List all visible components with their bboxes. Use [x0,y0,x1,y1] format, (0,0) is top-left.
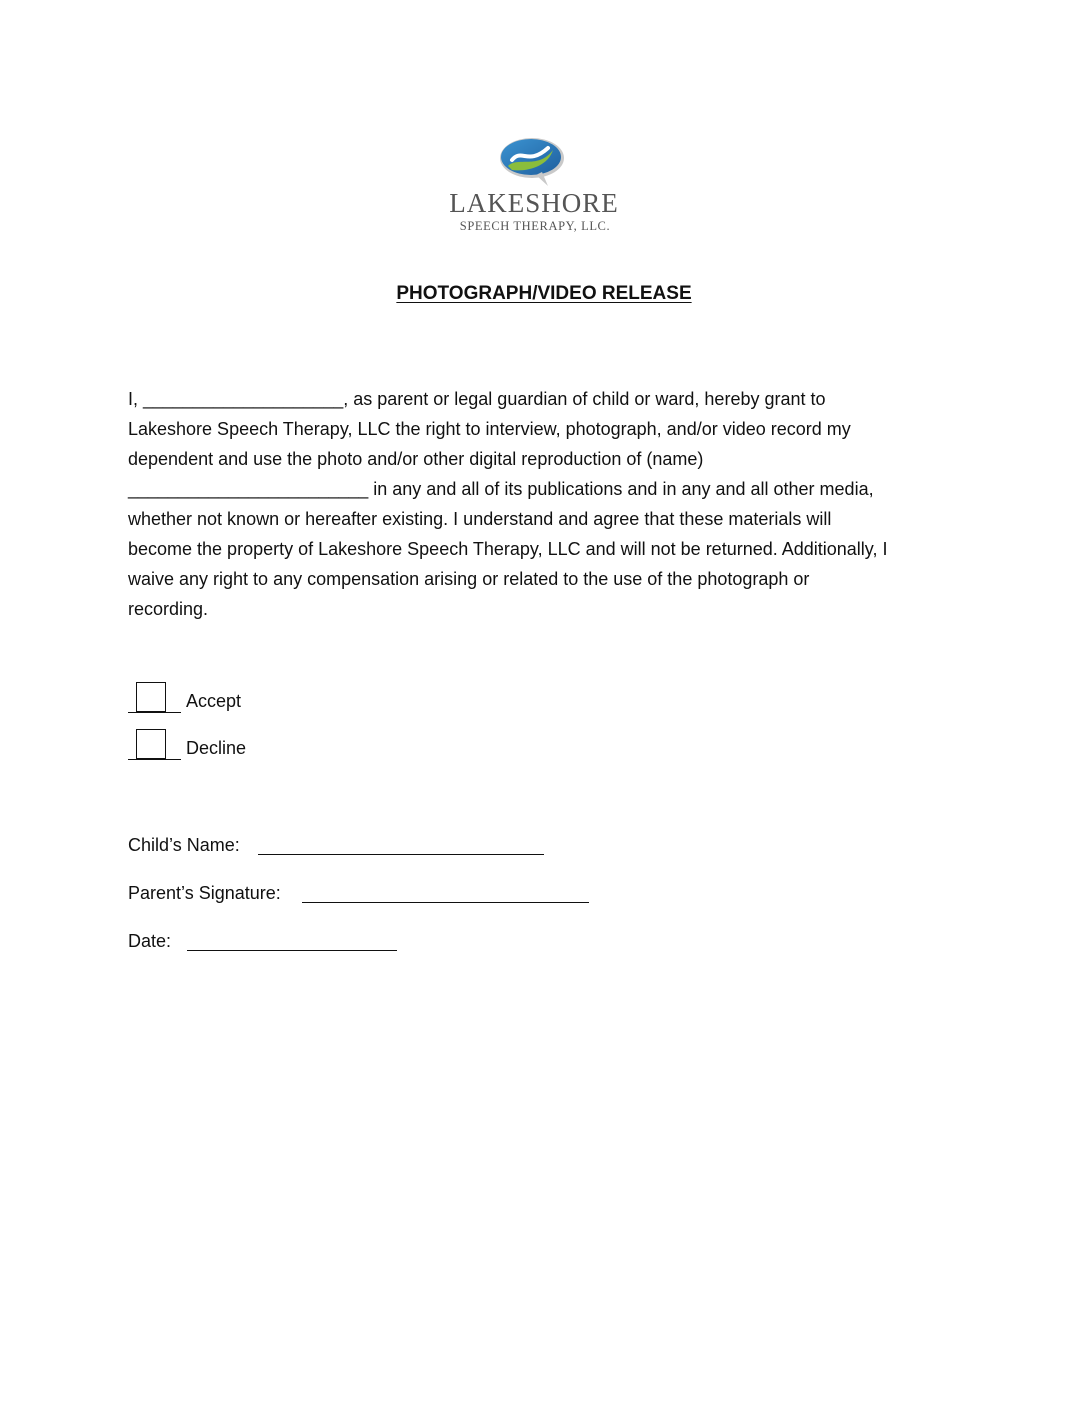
decline-option [128,729,328,763]
logo-name: LAKESHORE [449,188,619,218]
accept-option [128,682,328,716]
date-field [128,930,408,960]
decline-underline [128,759,181,760]
child-name-label: Child’s Name: [128,835,240,855]
paragraph-line: dependent and use the photo and/or other digital reproduction of (name) [128,449,704,469]
child-name-input-line[interactable] [258,854,544,855]
date-input-line[interactable] [187,950,397,951]
paragraph-line: I, ____________________, as parent or legal guardian of child or ward, hereby grant to [128,389,826,409]
decline-checkbox[interactable] [136,729,166,759]
paragraph-line: become the property of Lakeshore Speech Therapy, LLC and will not be returned. Additionally, I [128,539,888,559]
logo-subtitle: SPEECH THERAPY, LLC. [459,219,611,233]
date-label: Date: [128,931,172,951]
speech-bubble-logo-icon [498,136,568,188]
paragraph-line: ________________________ in any and all of its publications and in any and all other media, [128,479,874,499]
accept-label: Accept [186,691,242,711]
decline-label: Decline [186,738,247,758]
child-name-field [128,834,558,864]
paragraph-line: waive any right to any compensation arising or related to the use of the photograph or [128,569,810,589]
paragraph-line: Lakeshore Speech Therapy, LLC the right to interview, photograph, and/or video record my [128,419,851,439]
document-title: PHOTOGRAPH/VIDEO RELEASE [396,283,692,304]
paragraph-line: recording. [128,599,209,619]
release-paragraph [128,384,978,624]
accept-underline [128,712,181,713]
paragraph-line: whether not known or hereafter existing. I understand and agree that these materials will [128,509,832,529]
parent-signature-label: Parent’s Signature: [128,883,281,903]
parent-signature-field [128,882,598,912]
parent-signature-input-line[interactable] [302,902,589,903]
accept-checkbox[interactable] [136,682,166,712]
company-logo [442,136,642,236]
